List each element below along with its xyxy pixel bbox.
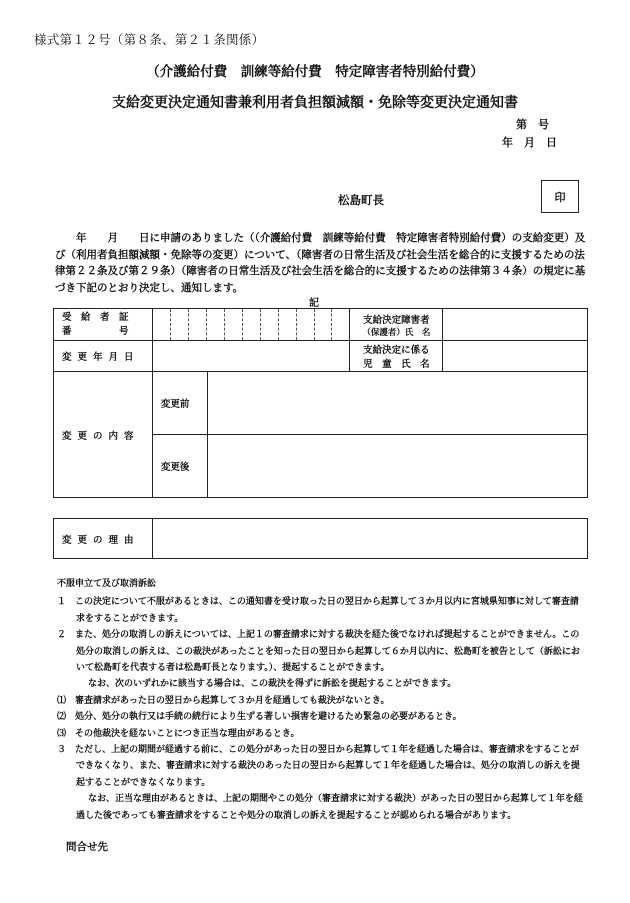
appeal-condition-1: ⑴ 審査請求があった日の翌日から起算して３か月を経過しても裁決がないとき。 <box>57 695 390 706</box>
notice-body: 年 月 日に申請のありました（（介護給付費 訓練等給付費 特定障害者特別給付費）の支給変更）及び（利用者負担額減額・免除等の変更）について、（障害者の日常生活及び社会生活を総合的に支援するための法律第２２条及び第２９条）（障害者の日常生活及び社会生活を総合的に支援するための法律第３４条）の規定に基づき下記のとおり決定し、通知します。 <box>55 232 586 294</box>
change-content-label: 変更の内容 <box>54 372 153 498</box>
appeal-paragraph-3-note: なお、正当な理由があるときは、上記の期間やこの処分（審査請求に対する裁決）があった日の翌日から起算して１年を経過した後であっても審査請求をすることや処分の取消しの訴えを提起することが認められる場合があります。 <box>76 794 583 821</box>
seal-label: 印 <box>554 190 566 204</box>
reason-field[interactable] <box>152 519 587 559</box>
appeal-paragraph-2: ２ また、処分の取消しの訴えについては、上記１の審査請求に対する裁決を経た後でなければ提起することができません。この処分の取消しの訴えは、この裁決があったことを知った日の翌日から起算して６か月以内に、松島町を被告として（訴訟において松島町を代表する者は松島町長となります。）、提起することができます。 <box>57 630 580 674</box>
issuer-name: 松島町長 <box>338 193 384 207</box>
document-date: 年 月 日 <box>502 136 557 149</box>
recipient-number-label-1: 受 給 者 証 <box>62 311 129 323</box>
appeal-section <box>57 576 587 824</box>
recipient-number-field[interactable] <box>152 309 350 341</box>
document-number: 第 号 <box>516 118 549 131</box>
recipient-number-label <box>54 309 153 341</box>
decided-person-label-2: （保護者）氏 名 <box>362 327 431 338</box>
appeal-condition-3: ⑶ その他裁決を経ないことにつき正当な理由があるとき。 <box>57 728 300 739</box>
decided-person-label-1: 支給決定障害者 <box>363 314 430 326</box>
reason-label: 変更の理由 <box>54 519 153 559</box>
change-date-label: 変更年月日 <box>54 341 153 372</box>
recipient-number-label-2: 番 号 <box>62 325 129 337</box>
document-subtitle: （介護給付費 訓練等給付費 特定障害者特別給付費） <box>146 64 484 80</box>
child-name-label <box>350 341 443 372</box>
before-label: 変更前 <box>152 372 207 435</box>
child-name-label-2: 児 童 氏 名 <box>363 359 430 370</box>
after-field[interactable] <box>207 435 587 498</box>
after-label: 変更後 <box>152 435 207 498</box>
child-name-field[interactable] <box>443 341 588 372</box>
appeal-paragraph-3: ３ ただし、上記の期間が経過する前に、この処分があった日の翌日から起算して１年を経過した場合は、審査請求をすることができなくなり、また、審査請求に対する裁決のあった日の翌日から起算して１年を経過した場合は、処分の取消しの訴えを提起することができなくなります。 <box>57 745 580 788</box>
child-name-label-1: 支給決定に係る <box>363 345 430 356</box>
ki-marker: 記 <box>309 298 319 309</box>
decided-person-label <box>350 309 443 341</box>
form-number: 様式第１２号（第８条、第２１条関係） <box>34 32 265 47</box>
seal-box <box>541 180 579 213</box>
decision-table <box>53 308 588 498</box>
appeal-condition-2: ⑵ 処分、処分の執行又は手続の続行により生ずる著しい損害を避けるため緊急の必要があるとき。 <box>57 712 462 723</box>
decided-person-name-field[interactable] <box>443 309 588 341</box>
appeal-paragraph-1: １ この決定について不服があるときは、この通知書を受け取った日の翌日から起算して３か月以内に宮城県知事に対して審査請求をすることができます。 <box>57 597 579 624</box>
appeal-paragraph-2-note: なお、次のいずれかに該当する場合は、この裁決を得ずに訴訟を提起することができます。 <box>88 679 457 690</box>
reason-table <box>53 518 588 559</box>
contact-label: 問合せ先 <box>66 841 108 853</box>
before-field[interactable] <box>207 372 587 435</box>
document-title: 支給変更決定通知書兼利用者負担額減額・免除等変更決定通知書 <box>112 95 518 111</box>
appeal-heading: 不服申立て及び取消訴訟 <box>57 579 157 589</box>
change-date-field[interactable] <box>152 341 350 372</box>
